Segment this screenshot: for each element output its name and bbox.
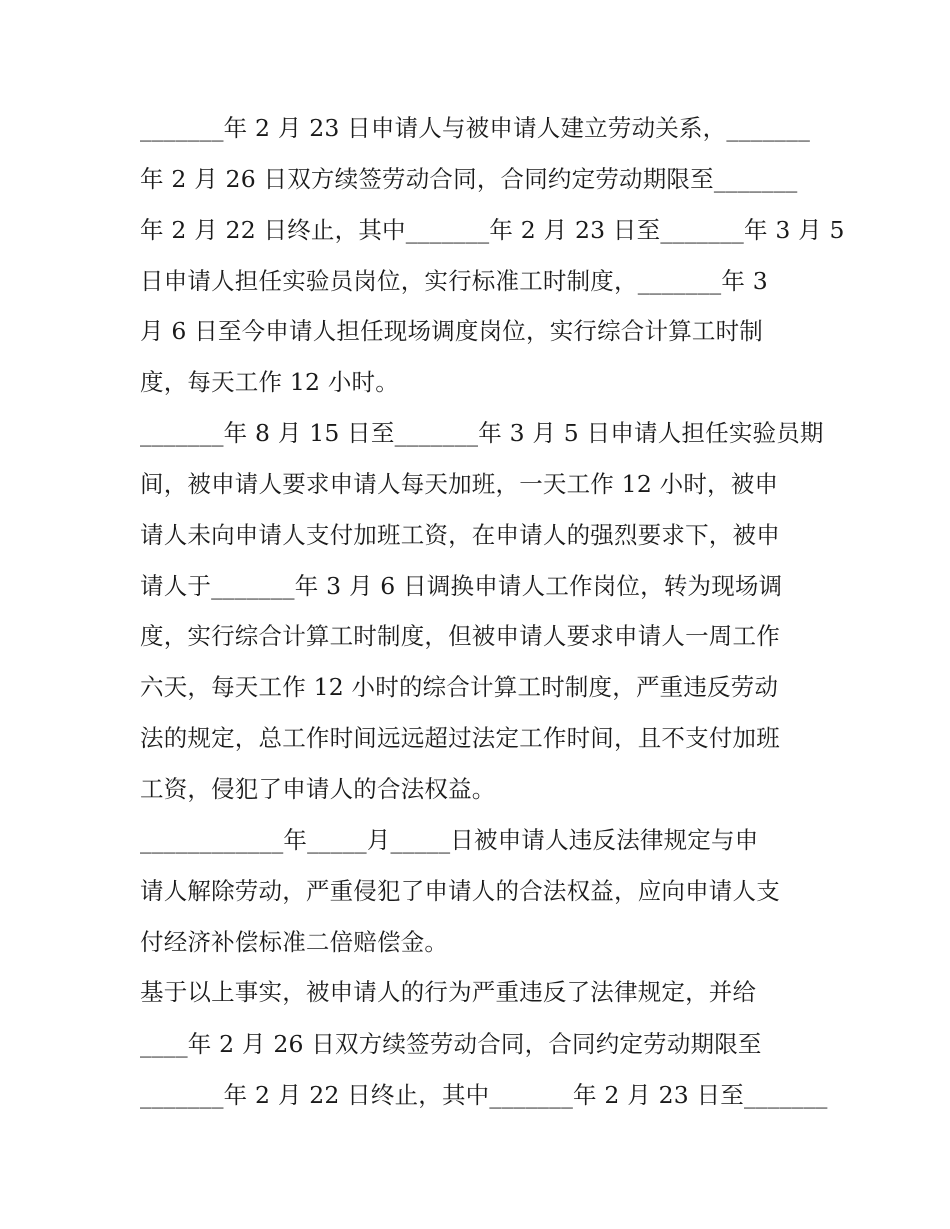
text-line: 度，每天工作 12 小时。 xyxy=(140,368,399,397)
text-line: 日申请人担任实验员岗位，实行标准工时制度，_______年 3 xyxy=(140,266,768,295)
text-line: 法的规定，总工作时间远远超过法定工作时间，且不支付加班 xyxy=(140,724,780,753)
text-line: 请人于_______年 3 月 6 日调换申请人工作岗位，转为现场调 xyxy=(140,571,783,600)
text-line: 年 2 月 26 日双方续签劳动合同，合同约定劳动期限至_______ xyxy=(140,164,798,193)
text-line: 六天，每天工作 12 小时的综合计算工时制度，严重违反劳动 xyxy=(140,673,779,702)
text-line: 月 6 日至今申请人担任现场调度岗位，实行综合计算工时制 xyxy=(140,317,763,346)
text-line: 基于以上事实，被申请人的行为严重违反了法律规定，并给 xyxy=(140,978,757,1007)
text-line: ____年 2 月 26 日双方续签劳动合同，合同约定劳动期限至 xyxy=(140,1029,762,1058)
text-line: _______年 2 月 23 日申请人与被申请人建立劳动关系，_______ xyxy=(140,114,811,142)
text-line: 间，被申请人要求申请人每天加班，一天工作 12 小时，被申 xyxy=(140,469,779,498)
text-line: 度，实行综合计算工时制度，但被申请人要求申请人一周工作 xyxy=(140,622,780,651)
document-body xyxy=(140,103,845,1122)
text-line: 请人未向申请人支付加班工资，在申请人的强烈要求下，被申 xyxy=(140,520,780,549)
text-line: 付经济补偿标准二倍赔偿金。 xyxy=(140,927,449,956)
text-line: ____________年_____月_____日被申请人违反法律规定与申 xyxy=(140,825,759,854)
text-line: 年 2 月 22 日终止，其中_______年 2 月 23 日至_______年 3 月 5 xyxy=(140,215,845,244)
text-line: _______年 2 月 22 日终止，其中_______年 2 月 23 日至_______ xyxy=(140,1081,828,1110)
text-line: _______年 8 月 15 日至_______年 3 月 5 日申请人担任实验员期 xyxy=(140,419,824,448)
text-line: 工资，侵犯了申请人的合法权益。 xyxy=(140,774,496,803)
text-line: 请人解除劳动，严重侵犯了申请人的合法权益，应向申请人支 xyxy=(140,876,780,905)
